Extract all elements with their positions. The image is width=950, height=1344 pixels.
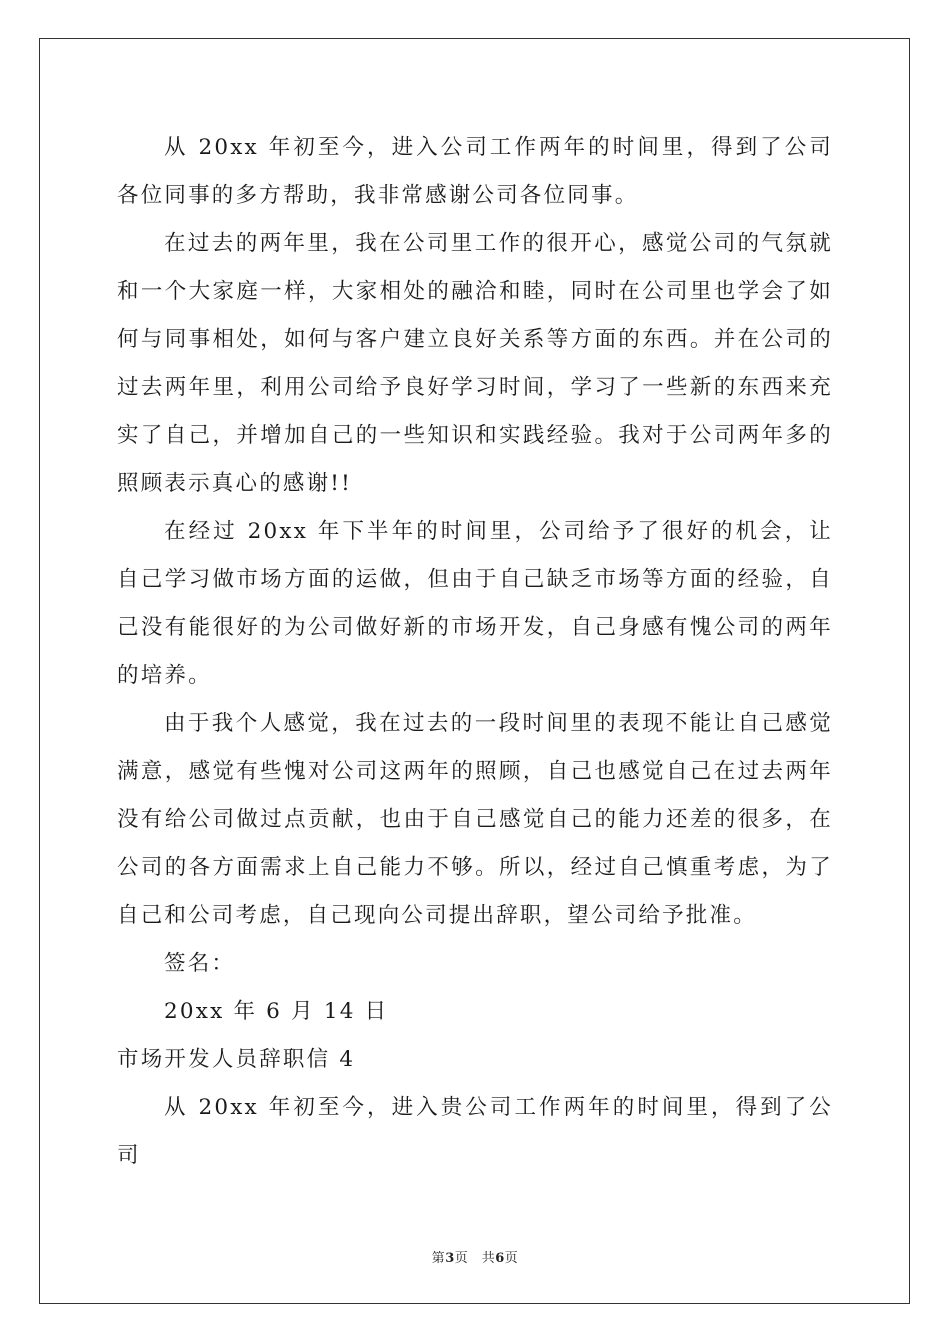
paragraph-1: 从 20xx 年初至今，进入公司工作两年的时间里，得到了公司各位同事的多方帮助，我非常感谢公司各位同事。: [117, 135, 833, 208]
footer-mid: 页 共: [454, 1251, 496, 1266]
paragraph-4: 由于我个人感觉，我在过去的一段时间里的表现不能让自己感觉满意，感觉有些愧对公司这两年的照顾，自己也感觉自己在过去两年没有给公司做过点贡献，也由于自己感觉自己的能力还差的很多，在公司的各方面需求上自己能力不够。所以，经过自己慎重考虑，为了自己和公司考虑，自己现向公司提出辞职，望公司给予批准。: [117, 711, 833, 928]
paragraph-5: 从 20xx 年初至今，进入贵公司工作两年的时间里，得到了公司: [117, 1095, 833, 1168]
total-pages-number: 6: [495, 1251, 505, 1266]
section-title: 市场开发人员辞职信 4: [117, 1047, 356, 1072]
footer-suffix: 页: [504, 1251, 519, 1266]
paragraph-3: 在经过 20xx 年下半年的时间里，公司给予了很好的机会，让自己学习做市场方面的运做，但由于自己缺乏市场等方面的经验，自己没有能很好的为公司做好新的市场开发，自己身感有愧公司的两年的培养。: [117, 519, 833, 688]
page-footer: [0, 1247, 950, 1266]
letter-date: 20xx 年 6 月 14 日: [164, 999, 389, 1024]
signature-label: 签名：: [164, 951, 236, 976]
footer-prefix: 第: [431, 1251, 446, 1266]
current-page-number: 3: [445, 1251, 455, 1266]
document-body: [117, 124, 833, 1180]
paragraph-2: 在过去的两年里，我在公司里工作的很开心，感觉公司的气氛就和一个大家庭一样，大家相处的融洽和睦，同时在公司里也学会了如何与同事相处，如何与客户建立良好关系等方面的东西。并在公司的过去两年里，利用公司给予良好学习时间，学习了一些新的东西来充实了自己，并增加自己的一些知识和实践经验。我对于公司两年多的照顾表示真心的感谢!!: [117, 231, 833, 496]
